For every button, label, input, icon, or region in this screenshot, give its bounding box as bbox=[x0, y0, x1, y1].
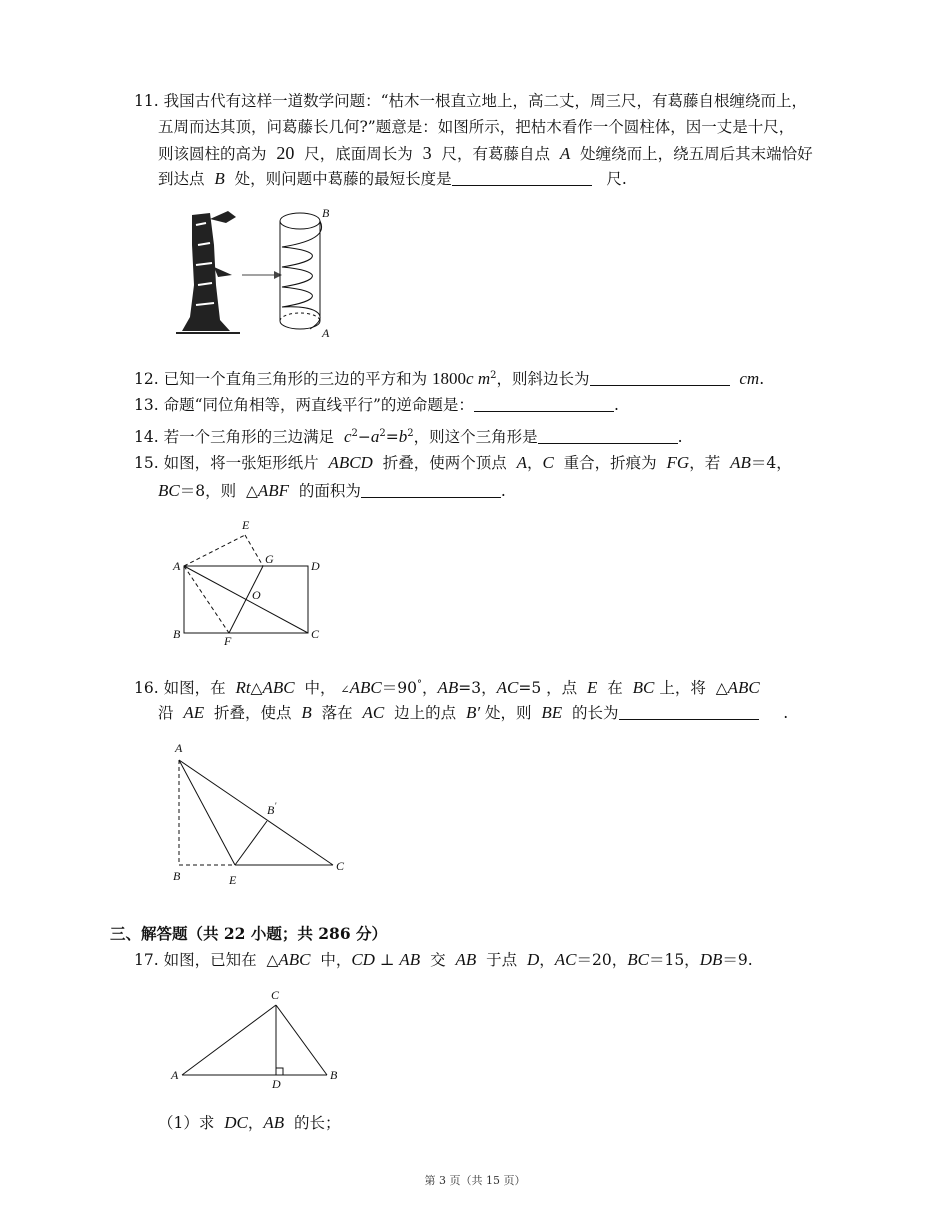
point-label-G: G bbox=[265, 552, 274, 566]
q16-figure bbox=[165, 740, 355, 890]
q15-line2: BC＝8，则 △ABF 的面积为 . bbox=[158, 481, 506, 500]
answer-blank[interactable] bbox=[590, 369, 730, 386]
point-label-A: A bbox=[175, 741, 183, 755]
point-label-A: A bbox=[173, 559, 181, 573]
q16-line1: 16. 如图，在 Rt△ABC 中， ∠ABC＝90°，AB=3，AC=5 ，点 E 在 BC 上，将 △ABC bbox=[134, 678, 760, 698]
q11-line4: 到达点 B 处，则问题中葛藤的最短长度是 尺. bbox=[158, 169, 627, 188]
q17-sub1: （1）求 DC，AB 的长； bbox=[158, 1113, 341, 1132]
point-label-C: C bbox=[271, 988, 280, 1002]
point-label-C: C bbox=[336, 859, 345, 873]
point-label-F: F bbox=[224, 634, 232, 648]
q17-figure bbox=[170, 985, 350, 1090]
point-label-E: E bbox=[242, 518, 250, 532]
point-label-O: O bbox=[252, 588, 261, 602]
tree-trunk-image bbox=[176, 211, 240, 333]
q11-line3: 则该圆柱的高为 20 尺，底面周长为 3 尺，有葛藤自点 A 处缠绕而上，绕五周后其末端恰好 bbox=[158, 143, 813, 163]
point-label-C: C bbox=[311, 627, 320, 641]
point-label-A: A bbox=[171, 1068, 179, 1082]
q17-line1: 17. 如图，已知在 △ABC 中，CD ⊥ AB 交 AB 于点 D，AC＝20，BC＝15，DB＝9. bbox=[134, 950, 753, 969]
answer-blank[interactable] bbox=[452, 169, 592, 186]
q13-line: 13. 命题“同位角相等，两直线平行”的逆命题是： . bbox=[134, 396, 619, 414]
q14-line: 14. 若一个三角形的三边满足 $c^2-a^2=b^2$，则这个三角形是 . bbox=[134, 427, 683, 447]
cylinder-diagram bbox=[280, 213, 322, 329]
answer-blank[interactable] bbox=[474, 395, 614, 412]
section-heading: 三、解答题（共 22 小题；共 286 分） bbox=[110, 924, 388, 943]
q12-line: 12. 已知一个直角三角形的三边的平方和为 1800c $m^2$，则斜边长为 cm. bbox=[134, 369, 765, 389]
q11-figure bbox=[170, 205, 350, 340]
point-label-B: B bbox=[173, 869, 181, 883]
point-label-B: B bbox=[322, 206, 330, 220]
answer-blank[interactable] bbox=[538, 427, 678, 444]
point-label-D: D bbox=[311, 559, 320, 573]
point-label-B-prime: B' bbox=[267, 801, 277, 817]
point-label-D: D bbox=[272, 1077, 281, 1091]
point-label-E: E bbox=[229, 873, 237, 887]
answer-blank[interactable] bbox=[361, 481, 501, 498]
page-footer: 第 3 页（共 15 页） bbox=[424, 1174, 526, 1187]
q15-figure bbox=[170, 515, 340, 650]
arrow-icon bbox=[242, 271, 282, 279]
answer-blank[interactable] bbox=[619, 703, 759, 720]
q15-line1: 15. 如图，将一张矩形纸片 ABCD 折叠，使两个顶点 A，C 重合，折痕为 FG，若 AB＝4， bbox=[134, 453, 792, 472]
point-label-B: B bbox=[173, 627, 181, 641]
q16-line2: 沿 AE 折叠，使点 B 落在 AC 边上的点 B′ 处，则 BE 的长为 . bbox=[158, 703, 789, 722]
point-label-B: B bbox=[330, 1068, 338, 1082]
q11-line1: 11. 我国古代有这样一道数学问题：“枯木一根直立地上，高二丈，周三尺，有葛藤自根缠绕而上， bbox=[134, 92, 808, 110]
q11-line2: 五周而达其顶，问葛藤长几何?”题意是：如图所示，把枯木看作一个圆柱体，因一丈是十尺， bbox=[158, 118, 795, 136]
point-label-A: A bbox=[322, 326, 330, 340]
